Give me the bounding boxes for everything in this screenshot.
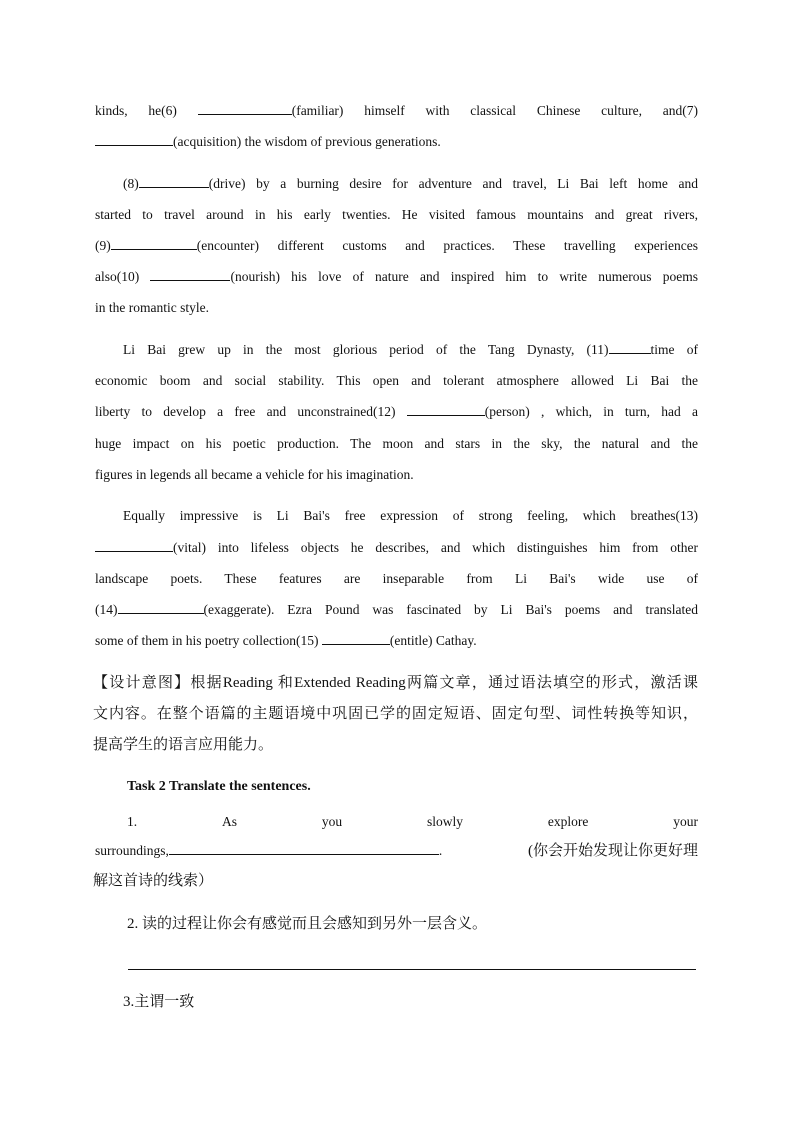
p2-line-4: also(10) (nourish) his love of nature and inspired him to write numerous poems — [95, 269, 698, 284]
p3-line-2: economic boom and social stability. This open and tolerant atmosphere allowed Li Bai the — [95, 373, 698, 388]
answer-blank-11[interactable] — [609, 341, 651, 354]
p4-line-1: Equally impressive is Li Bai's free expression of strong feeling, which breathes(13) — [123, 508, 698, 523]
section-3-heading: 3.主谓一致 — [123, 994, 195, 1010]
design-intent-line-2: 文内容。在整个语篇的主题语境中巩固已学的固定短语、固定句型、词性转换等知识， — [93, 706, 698, 722]
q1-word: As — [221, 814, 237, 829]
p2-line-2: started to travel around in his early twenties. He visited famous mountains and great rivers, — [95, 207, 698, 222]
q1-word: your — [673, 814, 698, 829]
answer-blank-6[interactable] — [198, 102, 292, 115]
answer-blank-8[interactable] — [139, 175, 209, 188]
answer-blank-13[interactable] — [95, 539, 173, 552]
p3-line-4: huge impact on his poetic production. The moon and stars in the sky, the natural and the — [95, 436, 698, 451]
p2-line-5: in the romantic style. — [95, 300, 209, 315]
p1-line-2: (acquisition) the wisdom of previous generations. — [95, 133, 698, 151]
task-2-q1-line-2: surroundings, . (你会开始发现让你更好理 — [95, 843, 698, 859]
p3-line-5: figures in legends all became a vehicle for his imagination. — [95, 467, 414, 482]
p4-line-5: some of them in his poetry collection(15) (entitle) Cathay. — [95, 633, 477, 648]
p3-line-3: liberty to develop a free and unconstrained(12) (person) , which, in turn, had a — [95, 404, 698, 419]
q1-chinese-hint: (你会开始发现让你更好理 — [528, 843, 698, 859]
design-intent-line-1: 【设计意图】根据Reading 和Extended Reading两篇文章，通过语法填空的形式，激活课 — [93, 675, 698, 691]
p4-line-2: (vital) into lifeless objects he describes, and which distinguishes him from other — [95, 539, 698, 557]
translation-blank-1[interactable] — [169, 842, 439, 855]
answer-blank-14[interactable] — [118, 601, 204, 614]
answer-blank-12[interactable] — [407, 403, 485, 416]
p2-line-3: (9) (encounter) different customs and practices. These travelling experiences — [95, 238, 698, 253]
answer-blank-7[interactable] — [95, 133, 173, 146]
q1-word: slowly — [426, 814, 463, 829]
q1-word: you — [321, 814, 343, 829]
q1-word: 1. — [127, 814, 138, 829]
answer-blank-9[interactable] — [111, 237, 197, 250]
task-2-title: Task 2 Translate the sentences. — [127, 779, 311, 794]
task-2-q1-line-3: 解这首诗的线索） — [93, 873, 214, 889]
task-2-q2: 2. 读的过程让你会有感觉而且会感知到另外一层含义。 — [127, 916, 488, 932]
p1-line-1: kinds, he(6) (familiar) himself with classical Chinese culture, and(7) — [95, 103, 698, 118]
design-intent-line-3: 提高学生的语言应用能力。 — [93, 737, 274, 753]
p4-line-3: landscape poets. These features are inseparable from Li Bai's wide use of — [95, 571, 698, 586]
answer-blank-15[interactable] — [322, 632, 390, 645]
translation-blank-2[interactable] — [128, 969, 696, 970]
task-2-q1-line-1 — [127, 813, 698, 831]
answer-blank-10[interactable] — [150, 268, 230, 281]
p2-line-1: (8) (drive) by a burning desire for adventure and travel, Li Bai left home and — [123, 176, 698, 191]
p3-line-1: Li Bai grew up in the most glorious period of the Tang Dynasty, (11) time of — [123, 342, 698, 357]
p4-line-4: (14) (exaggerate). Ezra Pound was fascinated by Li Bai's poems and translated — [95, 602, 698, 617]
q1-word: explore — [547, 814, 589, 829]
